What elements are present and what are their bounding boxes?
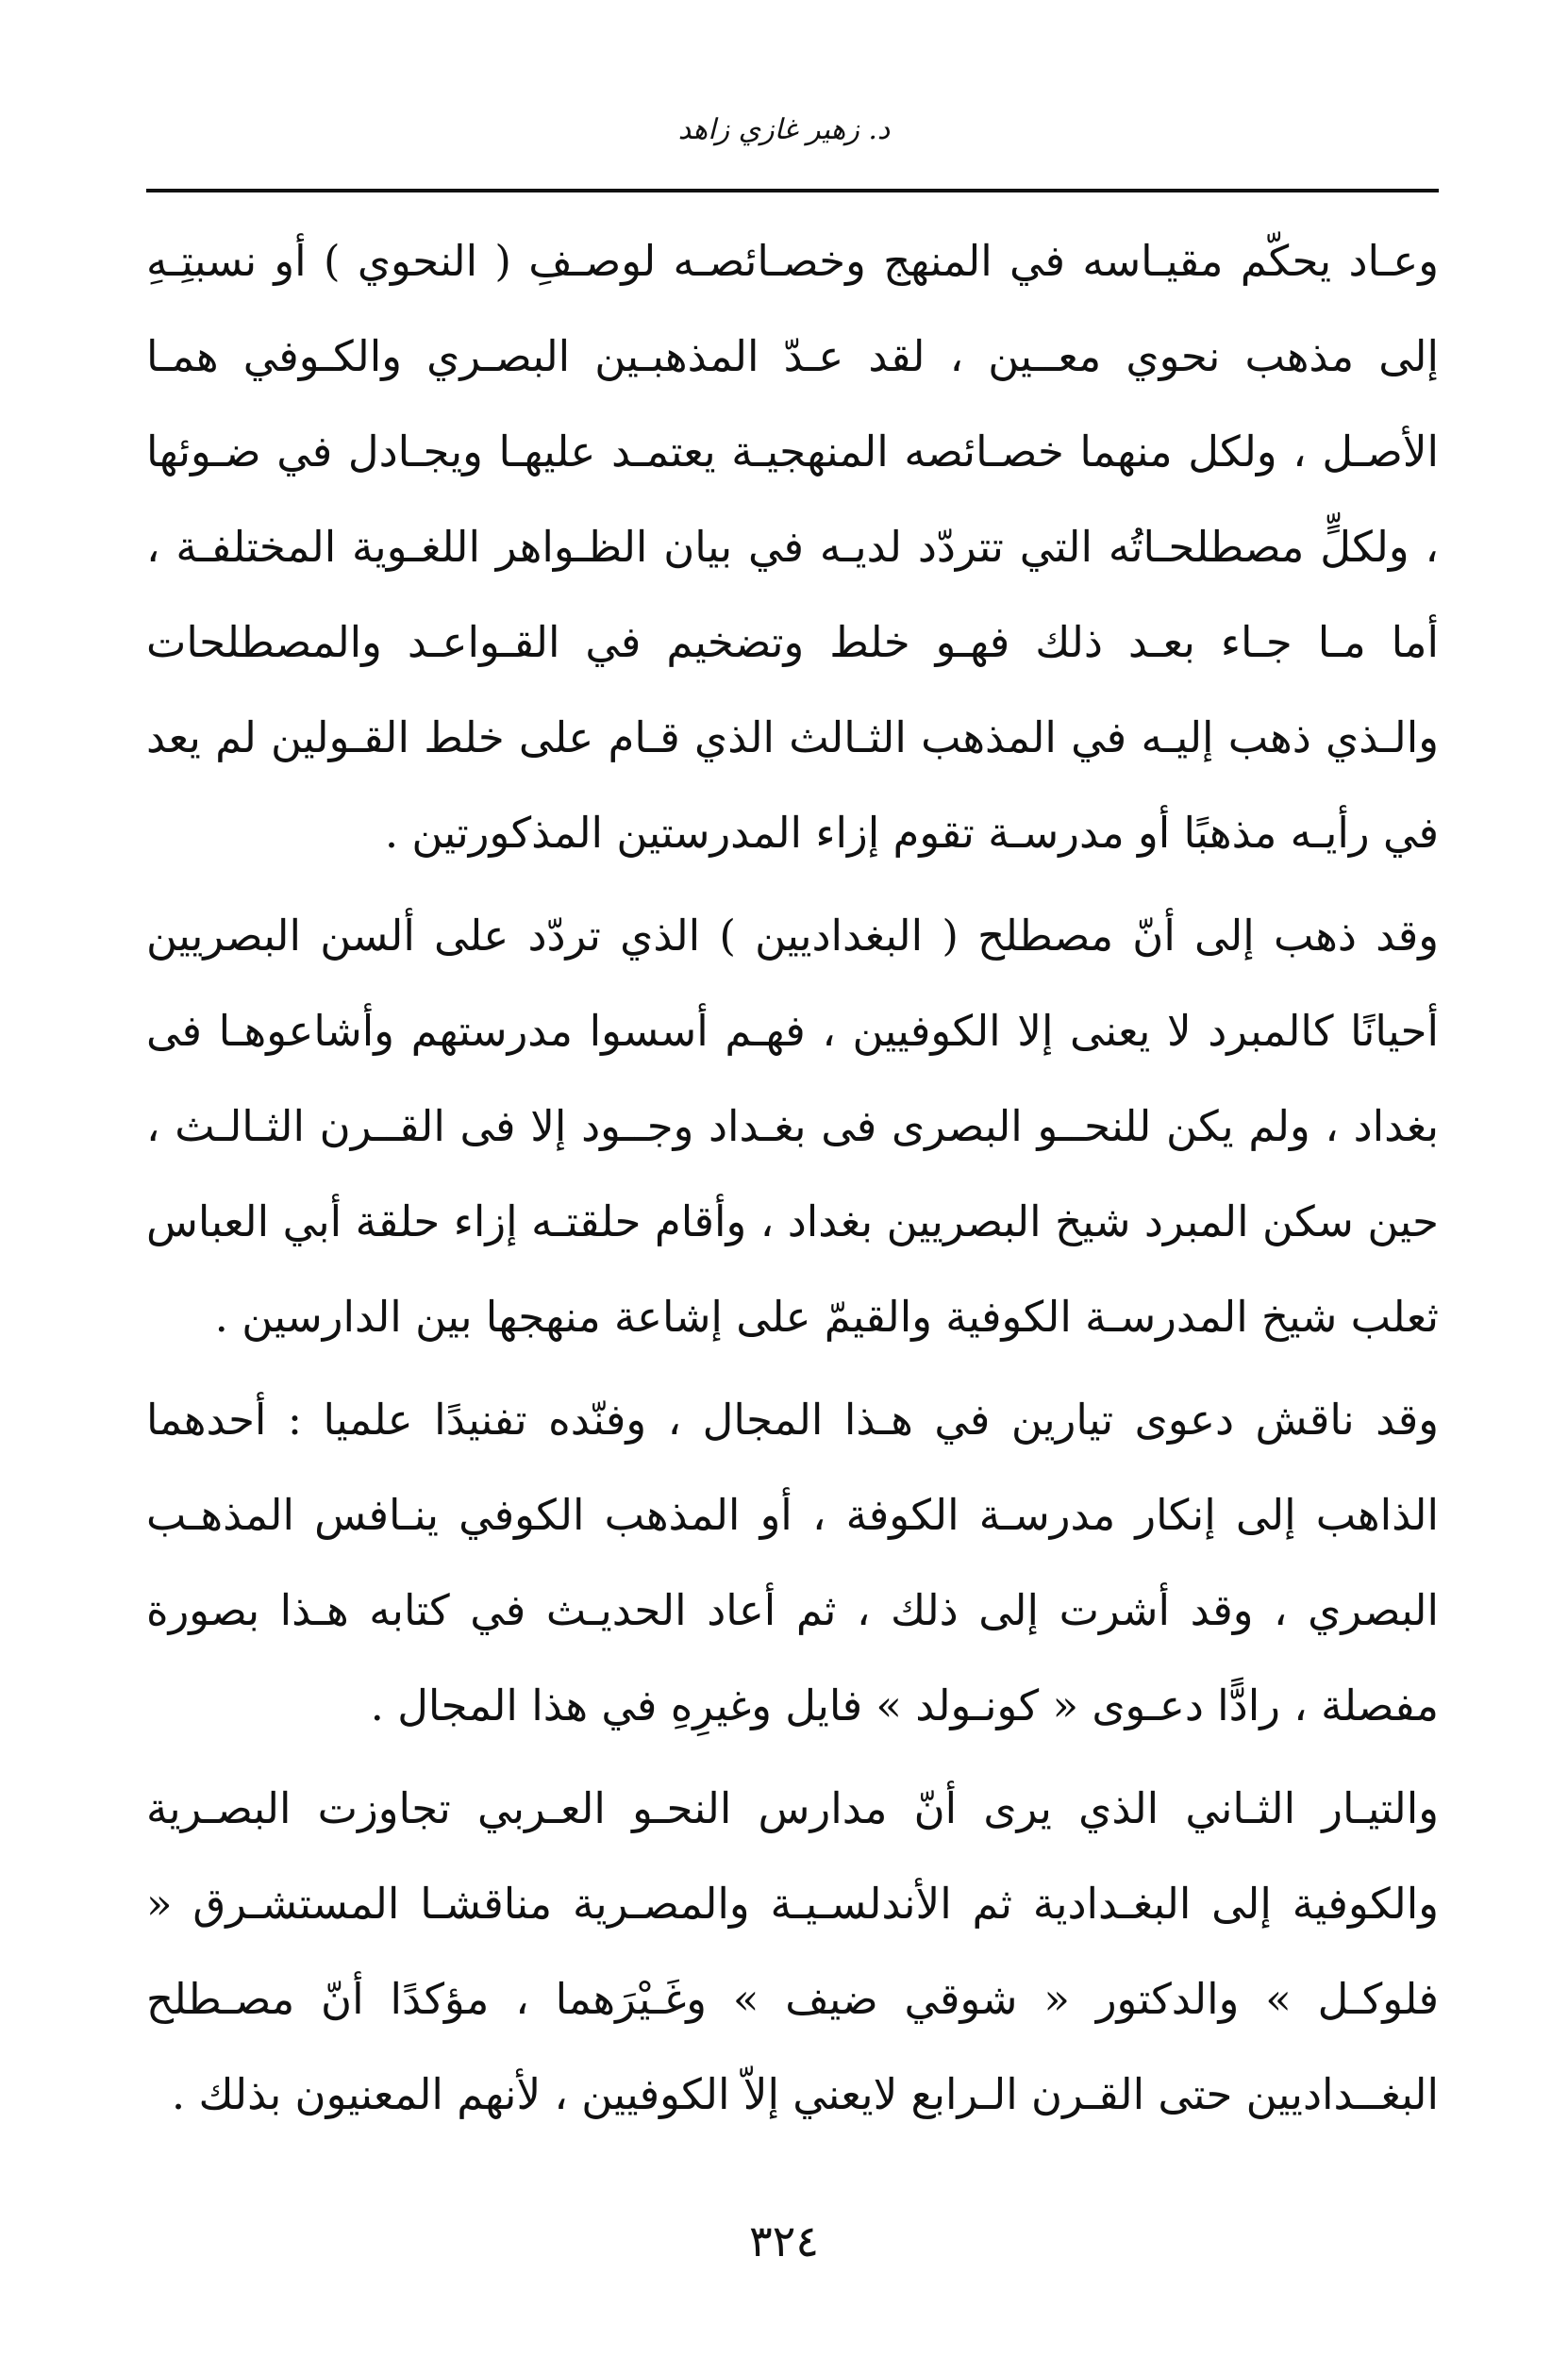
page-number: ٣٢٤ [748, 2215, 820, 2266]
running-header: د. زهير غازي زاهد [677, 113, 891, 146]
paragraph-2: وقد ذهب إلى أنّ مصطلح ( البغداديين ) الذي تردّد على ألسن البصريين أحيانًا كالمبرد لا يعنى إلا الكوفيين ، فهـم أسسوا مدرستهم وأشاعوهـا فى بغداد ، ولم يكن للنحــو البصرى فى بغـداد وجــود إلا فى القــرن الثـالـث ، حين سكن المبرد شيخ البصريين بغداد ، وأقام حلقتـه إزاء حلقة أبي العباس ثعلب شيخ المدرسـة الكوفية والقيمّ على إشاعة منهجها بين الدارسين . [146, 911, 1440, 1342]
paragraph-4: والتيـار الثـاني الذي يرى أنّ مدارس النحـو العـربي تجاوزت البصـرية والكوفية إلى البغـدادية ثم الأندلسـيـة والمصـرية مناقشـا المستشـرق « فلوكـل » والدكتور « شوقي ضيف » وغَـيْرَهما ، مؤكدًا أنّ مصـطلح البغــداديين حتى القـرن الـرابع لايعني إلاّ الكوفيين ، لأنهم المعنيون بذلك . [146, 1783, 1439, 2119]
header-rule [146, 189, 1439, 192]
paragraph-1: وعـاد يحكّم مقيـاسه في المنهج وخصـائصـه لوصـفِ ( النحوي ) أو نسبتِـهِ إلى مذهب نحوي معــين ، لقد عـدّ المذهبـين البصـري والكـوفي همـا الأصـل ، ولكل منهما خصـائصه المنهجيـة يعتمـد عليهـا ويجـادل في ضـوئها ، ولكلٍّ مصطلحـاتُه التي تتردّد لديـه في بيان الظـواهر اللغـوية المختلفـة ، أما مـا جـاء بعـد ذلك فهـو خلط وتضخيم في القـواعـد والمصطلحات والـذي ذهب إليـه في المذهب الثـالث الذي قـام على خلط القـولين لم يعد في رأيـه مذهبًا أو مدرسـة تقوم إزاء المدرستين المذكورتين . [146, 236, 1439, 858]
body-text [146, 213, 1439, 2142]
paragraph-3: وقد ناقش دعوى تيارين في هـذا المجال ، وفنّده تفنيدًا علميا : أحدهما الذاهب إلى إنكار مدرسـة الكوفة ، أو المذهب الكوفي ينـافس المذهـب البصري ، وقد أشرت إلى ذلك ، ثم أعاد الحديـث في كتابه هـذا بصورة مفصلة ، رادًّا دعـوى « كونـولد » فايل وغيرِهِ في هذا المجال . [146, 1395, 1439, 1730]
